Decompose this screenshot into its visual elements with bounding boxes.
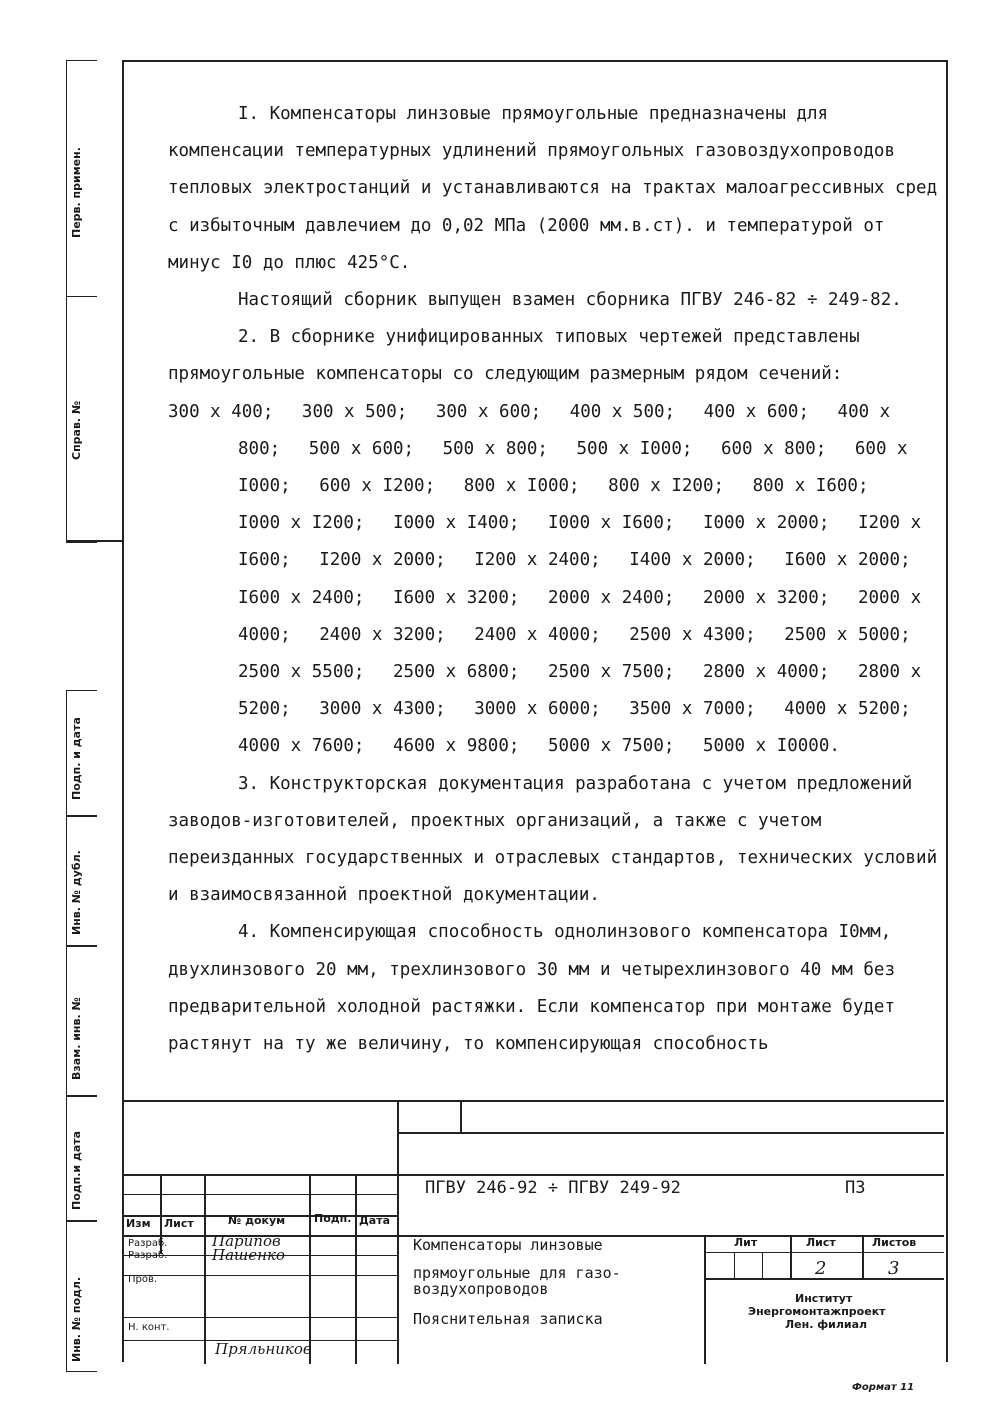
size-item: I000 х I400;	[392, 513, 520, 534]
title-line-2: прямоугольные для газо-	[413, 1264, 621, 1282]
size-item: I600 х 2000;	[784, 550, 911, 571]
size-item: 2000 х 2400;	[547, 587, 675, 608]
size-item: 500 х I000;	[576, 438, 693, 459]
label-perv-primen: Перв. примен.	[70, 147, 83, 238]
size-item: 5000 х I0000.	[702, 736, 840, 757]
role-prov: Пров.	[128, 1274, 158, 1285]
size-item: 600 х I000;	[238, 438, 908, 497]
org-line-2: Энергомонтажпроект	[748, 1305, 886, 1318]
label-podp-data-2: Подп.и дата	[70, 1130, 83, 1210]
document-designation: ПГВУ 246-92 ÷ ПГВУ 249-92	[425, 1178, 681, 1198]
label-sprav: Справ. №	[70, 400, 83, 460]
size-item: 2000 х 4000;	[238, 587, 922, 645]
size-item: 4000 х 7600;	[238, 736, 365, 757]
size-item: 3000 х 4300;	[319, 699, 446, 720]
size-item: 800 х I600;	[752, 476, 869, 497]
hdr-izm: Изм	[126, 1217, 151, 1230]
size-item: I000 х 2000;	[702, 513, 830, 534]
size-item: 600 х I200;	[319, 476, 436, 497]
size-item: 300 х 500;	[301, 401, 408, 422]
paragraph-3: 2. В сборнике унифицированных типовых чертежей представлены прямоугольные компенсаторы со следующим размерным рядом сечений:	[168, 327, 860, 385]
size-item: I200 х 2000;	[319, 550, 446, 571]
format-label: Формат 11	[852, 1382, 915, 1393]
size-item: 2800 х 4000;	[702, 662, 830, 683]
hdr-data: Дата	[359, 1214, 391, 1227]
size-list	[168, 394, 938, 766]
size-item: I200 х I600;	[238, 513, 922, 571]
hdr-podp: Подп.	[314, 1212, 352, 1225]
size-item: I400 х 2000;	[629, 550, 756, 571]
size-item: 2500 х 4300;	[629, 624, 756, 645]
org-line-1: Институт	[795, 1292, 853, 1305]
size-item: 3500 х 7000;	[629, 699, 756, 720]
hdr-list: Лист	[164, 1217, 194, 1230]
label-inv-dubl: Инв. № дубл.	[70, 850, 83, 935]
size-item: I600 х 3200;	[392, 587, 520, 608]
size-item: 2500 х 6800;	[392, 662, 520, 683]
size-item: 400 х 800;	[238, 401, 891, 459]
signature-name-3: Пряльников	[215, 1340, 312, 1358]
label-podp-data-1: Подп. и дата	[70, 717, 83, 800]
role-nkontr: Н. конт.	[128, 1322, 170, 1333]
signature-name-2: Пашенко	[212, 1246, 285, 1264]
size-item: 5000 х 7500;	[547, 736, 675, 757]
document-code: ПЗ	[845, 1178, 866, 1198]
size-item: 800 х I000;	[463, 476, 580, 497]
document-body	[168, 96, 938, 1063]
title-line-4: Пояснительная записка	[413, 1310, 603, 1328]
size-item: 500 х 800;	[442, 438, 548, 459]
size-item: 4000 х 5200;	[784, 699, 911, 720]
hdr-doc: № докум	[228, 1214, 286, 1227]
paragraph-4: 3. Конструкторская документация разработана с учетом предложений заводов-изготовителей, проектных организаций, а также с учетом переизданных государственных и отраслевых стандартов, технических условий и взаимосвязанной проектной документации.	[168, 773, 938, 906]
sheets-total: 3	[888, 1258, 900, 1279]
label-inv-podl: Инв. № подл.	[70, 1276, 83, 1362]
role-razrab: Разраб.	[128, 1238, 168, 1249]
size-item: 3000 х 6000;	[474, 699, 601, 720]
size-item: 2500 х 7500;	[547, 662, 675, 683]
size-item: I000 х I200;	[238, 513, 365, 534]
paragraph-5: 4. Компенсирующая способность однолинзового компенсатора I0мм, двухлинзового 20 мм, трехлинзового 30 мм и четырехлинзового 40 мм без предварительной холодной растяжки. Если компенсатор при монтаже будет растянут на ту же величину, то компенсирующая способность	[168, 922, 895, 1055]
role-razrab-2: Разраб.	[128, 1250, 168, 1261]
size-item: 300 х 600;	[435, 401, 542, 422]
size-item: 4600 х 9800;	[392, 736, 520, 757]
size-item: 2400 х 4000;	[474, 624, 601, 645]
size-item: I600 х 2400;	[238, 587, 365, 608]
paragraph-2: Настоящий сборник выпущен взамен сборника ПГВУ 246-82 ÷ 249-82.	[238, 290, 902, 311]
size-item: 2800 х 5200;	[238, 662, 922, 720]
signature-name-1: Парипов	[212, 1232, 281, 1250]
size-item: I200 х 2400;	[474, 550, 601, 571]
size-item: 400 х 600;	[703, 401, 809, 422]
size-item: 2500 х 5000;	[784, 624, 911, 645]
side-divider	[66, 540, 122, 542]
size-item: 300 х 400;	[168, 401, 274, 422]
size-item: 400 х 500;	[569, 401, 676, 422]
size-item: 800 х I200;	[608, 476, 725, 497]
lit-label: Лит	[734, 1236, 758, 1249]
size-item: 500 х 600;	[308, 438, 415, 459]
sheet-label: Лист	[806, 1236, 836, 1249]
size-item: 2400 х 3200;	[319, 624, 446, 645]
size-item: 2000 х 3200;	[702, 587, 830, 608]
sheets-label: Листов	[872, 1236, 917, 1249]
title-line-3: воздухопроводов	[413, 1280, 549, 1298]
sheet-number: 2	[815, 1258, 827, 1279]
title-line-1: Компенсаторы линзовые	[413, 1236, 603, 1254]
paragraph-1: I. Компенсаторы линзовые прямоугольные предназначены для компенсации температурных удлинений прямоугольных газовоздухопроводов тепловых электростанций и устанавливаются на трактах малоагрессивных сред с избыточным давлечием до 0,02 МПа (2000 мм.в.ст). и температурой от минус I0 до плюс 425°С.	[168, 104, 938, 273]
size-item: 2500 х 5500;	[238, 662, 365, 683]
size-item: I000 х I600;	[547, 513, 675, 534]
org-line-3: Лен. филиал	[785, 1318, 868, 1331]
size-item: 600 х 800;	[720, 438, 827, 459]
label-vzam-inv: Взам. инв. №	[70, 997, 83, 1080]
